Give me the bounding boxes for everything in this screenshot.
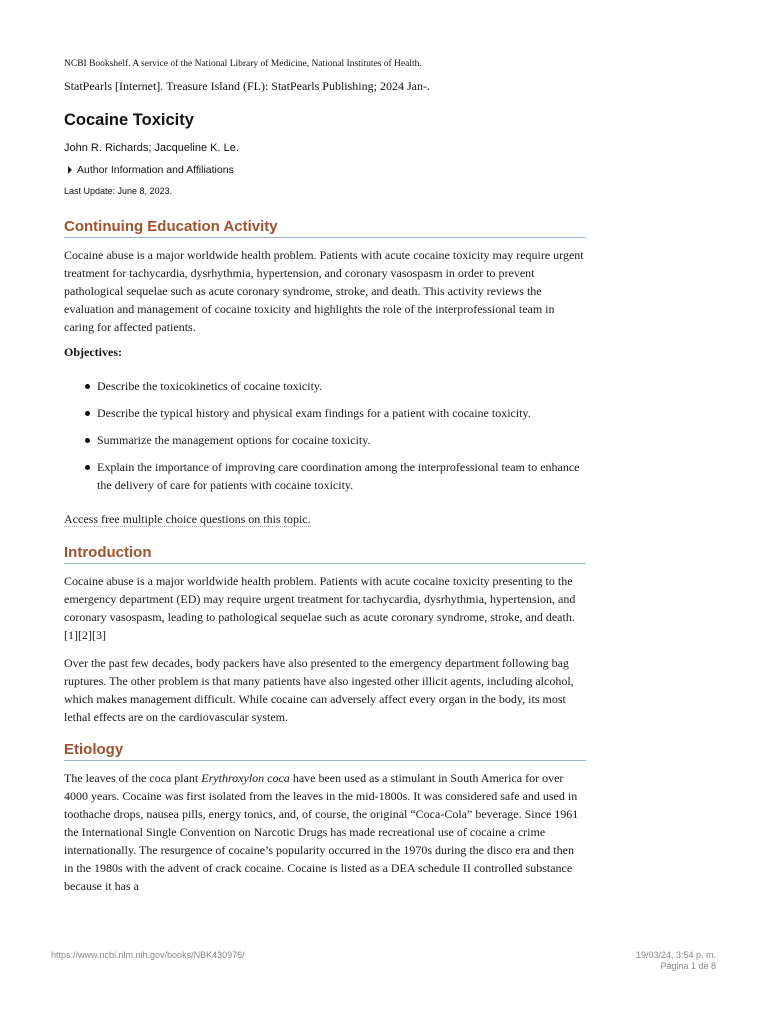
objectives-list [64, 377, 586, 503]
objectives-label: Objectives: [64, 345, 122, 359]
species-name: Erythroxylon coca [201, 771, 290, 785]
access-questions-link[interactable]: Access free multiple choice questions on this topic. [64, 512, 311, 526]
intro-paragraph-1-text: Cocaine abuse is a major worldwide health problem. Patients with acute cocaine toxicity presenting to the emergency department (ED) may require urgent treatment for tachycardia, dysrhythmia, hypertension, and coronary vasospasm, leading to pathological sequelae such as acute coronary syndrome, stroke, and death. [64, 574, 576, 624]
reference-link-3[interactable]: [3] [92, 628, 106, 642]
citation: StatPearls [Internet]. Treasure Island (FL): StatPearls Publishing; 2024 Jan-. [64, 79, 430, 93]
reference-link-1[interactable]: [1] [64, 628, 78, 642]
footer-url: https://www.ncbi.nlm.nih.gov/books/NBK430976/ [51, 950, 245, 960]
list-item: Describe the toxicokinetics of cocaine toxicity. [64, 377, 586, 395]
list-item: Summarize the management options for cocaine toxicity. [64, 431, 586, 449]
access-questions-paragraph [64, 510, 586, 528]
list-item: Describe the typical history and physical exam findings for a patient with cocaine toxicity. [64, 404, 586, 422]
affiliations-toggle-label: Author Information and Affiliations [77, 164, 234, 176]
footer-print-info [636, 950, 716, 972]
affiliations-toggle[interactable] [68, 164, 234, 176]
footer-datetime: 19/03/24, 3:54 p. m. [635, 950, 716, 960]
bookshelf-header: NCBI Bookshelf. A service of the National Library of Medicine, National Institutes of Health. [64, 59, 422, 69]
page-title: Cocaine Toxicity [64, 111, 194, 129]
heading-continuing-education: Continuing Education Activity [64, 218, 586, 238]
intro-paragraph-1 [64, 572, 586, 644]
expand-triangle-icon [68, 166, 72, 174]
etiology-paragraph [64, 769, 586, 895]
reference-link-2[interactable]: [2] [78, 628, 92, 642]
last-update: Last Update: June 8, 2023. [64, 186, 173, 196]
authors: John R. Richards; Jacqueline K. Le. [64, 142, 239, 154]
etiology-text-rest: have been used as a stimulant in South America for over 4000 years. Cocaine was first isolated from the leaves in the mid-1800s. It was considered safe and used in toothache drops, nausea pills, energy tonics, and, of course, the original “Coca-Cola” beverage. Since 1961 the International Single Convention on Narcotic Drugs has made recreational use of cocaine a crime internationally. The resurgence of cocaine’s popularity occurred in the 1970s during the disco era and then in the 1980s with the advent of crack cocaine. Cocaine is listed as a DEA schedule II controlled substance because it has a [64, 771, 579, 893]
ce-paragraph: Cocaine abuse is a major worldwide health problem. Patients with acute cocaine toxicity may require urgent treatment for tachycardia, dysrhythmia, hypertension, and coronary vasospasm in order to prevent pathological sequelae such as acute coronary syndrome, stroke, and death. This activity reviews the evaluation and management of cocaine toxicity and highlights the role of the interprofessional team in caring for affected patients. [64, 248, 584, 334]
etiology-text-start: The leaves of the coca plant [64, 771, 202, 785]
heading-introduction: Introduction [64, 544, 586, 564]
heading-etiology: Etiology [64, 741, 586, 761]
footer-page-number: Página 1 de 8 [660, 961, 716, 971]
intro-paragraph-2: Over the past few decades, body packers have also presented to the emergency department following bag ruptures. The other problem is that many patients have also ingested other illicit agents, including alcohol, which makes management difficult. While cocaine can adversely affect every organ in the body, its most lethal effects are on the cardiovascular system. [64, 656, 574, 724]
list-item: Explain the importance of improving care coordination among the interprofessional team to enhance the delivery of care for patients with cocaine toxicity. [64, 458, 586, 494]
